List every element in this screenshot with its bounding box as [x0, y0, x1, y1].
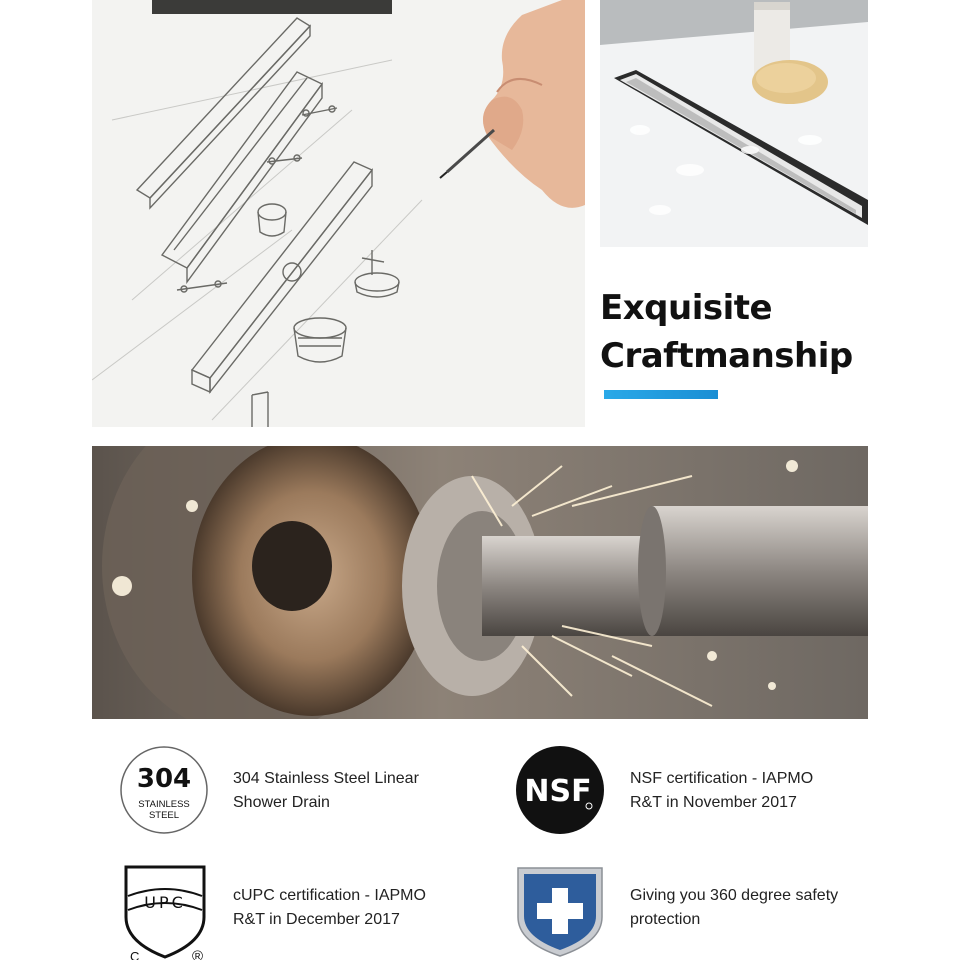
- lathe-machining-illustration: [92, 446, 868, 719]
- drain-sketch-illustration: [92, 0, 585, 427]
- feature-cupc-text: [233, 884, 493, 932]
- upc-logo-c: C: [130, 949, 140, 960]
- headline-line-2: Craftmanship: [600, 336, 853, 376]
- nsf-logo-text: NSF: [524, 774, 592, 809]
- feature-safety-text: [630, 884, 890, 932]
- feature-nsf-line2: R&T in November 2017: [630, 794, 797, 811]
- sketch-image: [92, 0, 585, 427]
- badge-304-number: 304: [136, 764, 192, 794]
- headline: [600, 284, 900, 380]
- feature-cupc-line2: R&T in December 2017: [233, 911, 400, 928]
- badge-304-line2: STEEL: [148, 810, 180, 821]
- feature-nsf-text: [630, 767, 890, 815]
- upc-logo-registered: ®: [192, 948, 204, 960]
- feature-cupc-certification: [120, 862, 500, 960]
- feature-nsf-line1: NSF certification - IAPMO: [630, 770, 814, 787]
- nsf-logo-icon: [516, 745, 616, 845]
- 304-stainless-steel-badge-icon: [120, 745, 220, 845]
- feature-cupc-line1: cUPC certification - IAPMO: [233, 887, 426, 904]
- cupc-shield-logo-icon: [120, 862, 220, 960]
- upc-logo-text: UPC: [144, 893, 186, 912]
- safety-shield-cross-icon: [516, 862, 616, 960]
- drain-photo: [600, 0, 868, 247]
- feature-stainless-steel: [120, 745, 500, 845]
- headline-accent-bar: [604, 390, 718, 399]
- lathe-photo: [92, 446, 868, 719]
- headline-line-1: Exquisite: [600, 288, 773, 328]
- feature-stainless-steel-text: [233, 767, 493, 815]
- badge-304-line1: STAINLESS: [138, 799, 190, 810]
- feature-stainless-steel-line1: 304 Stainless Steel Linear: [233, 770, 419, 787]
- feature-safety-line2: protection: [630, 911, 701, 928]
- feature-nsf-certification: [516, 745, 896, 845]
- feature-stainless-steel-line2: Shower Drain: [233, 794, 330, 811]
- feature-safety-line1: Giving you 360 degree safety: [630, 887, 839, 904]
- feature-safety-protection: [516, 862, 896, 960]
- installed-drain-illustration: [600, 0, 868, 247]
